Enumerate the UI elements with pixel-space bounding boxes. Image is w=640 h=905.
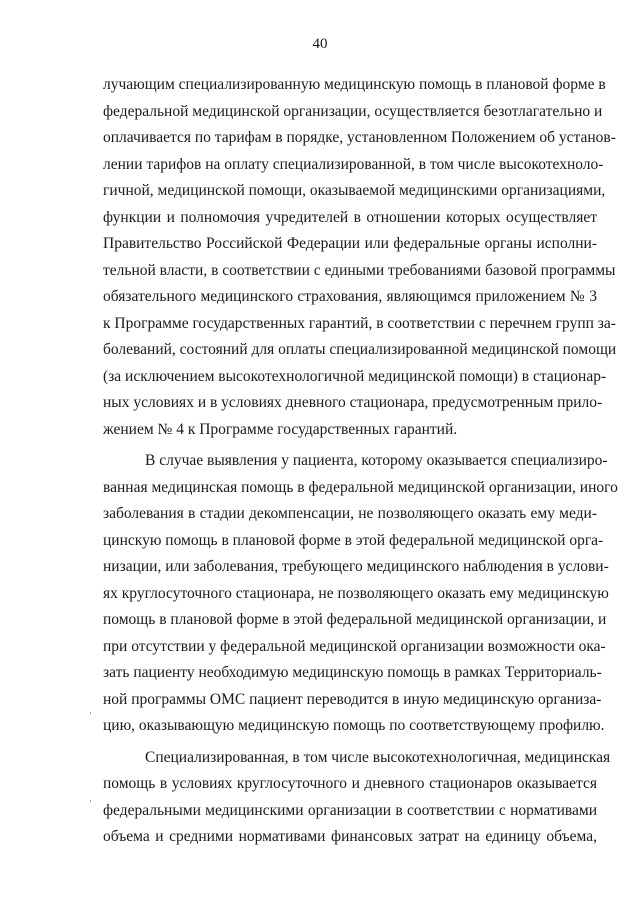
text-line: низации, или заболевания, требующего медицинского наблюдения в услови- — [103, 558, 609, 575]
text-line: обязательного медицинского страхования, являющимся приложением № 3 — [103, 288, 597, 305]
text-line: болеваний, состояний для оплаты специализированной медицинской помощи — [103, 341, 617, 358]
text-line: лении тарифов на оплату специализированной, в том числе высокотехноло- — [103, 155, 604, 173]
text-line: при отсутствии у федеральной медицинской организации возможности ока- — [103, 637, 606, 655]
text-line: ях круглосуточного стационара, не позволяющего оказать ему медицинскую — [103, 584, 609, 602]
text-line: ной программы ОМС пациент переводится в иную медицинскую организа- — [103, 690, 602, 708]
text-line: помощь в плановой форме в этой федеральной медицинской организации, и — [103, 611, 607, 628]
text-line: заболевания в стадии декомпенсации, не позволяющего оказать ему меди- — [103, 505, 597, 522]
text-line: функции и полномочия учредителей в отношении которых осуществляет — [103, 208, 597, 226]
paragraph-1 — [103, 72, 617, 443]
document-body — [103, 72, 618, 851]
text-line: Правительство Российской Федерации или федеральные органы исполни- — [103, 235, 597, 252]
text-line: цию, оказывающую медицинскую помощь по соответствующему профилю. — [103, 717, 605, 734]
text-line: федеральной медицинской организации, осуществляется безотлагательно и — [103, 102, 603, 120]
text-line: зать пациенту необходимую медицинскую помощь в рамках Территориаль- — [103, 664, 602, 681]
text-line: федеральными медицинскими организации в соответствии с нормативами — [103, 801, 597, 819]
text-line: ных условиях и в условиях дневного стационара, предусмотренным прило- — [103, 394, 603, 411]
text-line: жением № 4 к Программе государственных гарантий. — [103, 420, 458, 438]
text-line: к Программе государственных гарантий, в соответствии с перечнем групп за- — [103, 314, 616, 332]
text-line: помощь в условиях круглосуточного и дневного стационаров оказывается — [103, 775, 597, 792]
paragraph-3 — [103, 745, 611, 851]
text-line: Специализированная, в том числе высокотехнологичная, медицинская — [145, 748, 611, 766]
text-line: лучающим специализированную медицинскую помощь в плановой форме в — [103, 76, 606, 93]
text-line: объема и средними нормативами финансовых затрат на единицу объема, — [103, 828, 597, 845]
text-line: ванная медицинская помощь в федеральной медицинской организации, иного — [103, 478, 618, 496]
scan-artifact — [90, 800, 91, 802]
paragraph-2 — [103, 448, 618, 740]
page-number: 40 — [312, 36, 328, 52]
text-line: (за исключением высокотехнологичной медицинской помощи) в стационар- — [103, 367, 607, 385]
scan-artifact — [90, 712, 91, 714]
text-line: цинскую помощь в плановой форме в этой федеральной медицинской орга- — [103, 531, 604, 549]
text-line: гичной, медицинской помощи, оказываемой медицинскими организациями, — [103, 182, 606, 199]
text-line: В случае выявления у пациента, которому оказывается специализиро- — [145, 452, 608, 469]
text-line: тельной власти, в соответствии с едиными требованиями базовой программы — [103, 261, 616, 279]
text-line: оплачивается по тарифам в порядке, установленном Положением об установ- — [103, 129, 616, 146]
